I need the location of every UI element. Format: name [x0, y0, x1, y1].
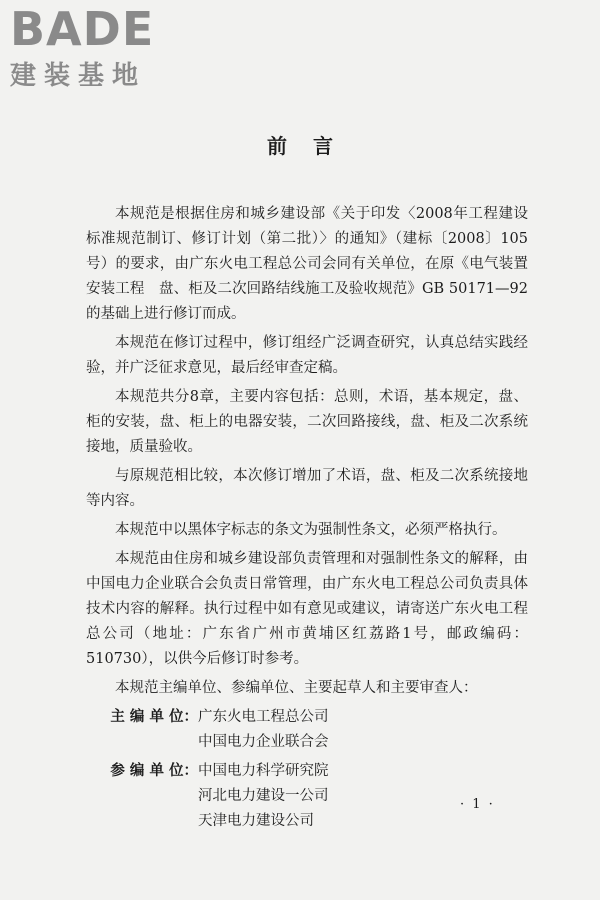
co-editor-label: 参 编 单 位：	[110, 763, 198, 779]
chief-editor-label: 主 编 单 位：	[110, 709, 198, 725]
paragraph-7: 本规范主编单位、参编单位、主要起草人和主要审查人：	[115, 680, 478, 696]
paragraph-2: 本规范在修订过程中，修订组经广泛调查研究，认真总结实践经验，并广泛征求意见，最后经审查定稿。	[86, 335, 528, 376]
document-body	[86, 202, 528, 834]
paragraph-3: 本规范共分8章，主要内容包括：总则，术语，基本规定，盘、柜的安装，盘、柜上的电器安装，二次回路接线，盘、柜及二次系统接地，质量验收。	[86, 389, 528, 455]
page-title: 前言	[267, 134, 359, 158]
paragraph-5: 本规范中以黑体字标志的条文为强制性条文，必须严格执行。	[115, 522, 507, 538]
page-number: · 1 ·	[460, 797, 495, 812]
brand-logo	[10, 4, 190, 92]
paragraph-6: 本规范由住房和城乡建设部负责管理和对强制性条文的解释，由中国电力企业联合会负责日常管理，由广东火电工程总公司负责具体技术内容的解释。执行过程中如有意见或建议，请寄送广东火电工程总公司（地址：广东省广州市黄埔区红荔路1号，邮政编码：510730），以供今后修订时参考。	[86, 551, 528, 667]
chief-editor-units	[86, 705, 528, 755]
co-editor-1: 中国电力科学研究院	[198, 763, 329, 779]
chief-editor-1: 广东火电工程总公司	[198, 709, 329, 725]
logo-subtitle: 建装基地	[10, 61, 147, 91]
co-editor-2: 河北电力建设一公司	[198, 788, 329, 804]
paragraph-4: 与原规范相比较，本次修订增加了术语，盘、柜及二次系统接地等内容。	[86, 468, 528, 509]
chief-editor-2: 中国电力企业联合会	[198, 734, 329, 750]
logo-brand-text: BADE	[10, 2, 155, 56]
co-editor-3: 天津电力建设公司	[198, 813, 314, 829]
paragraph-1: 本规范是根据住房和城乡建设部《关于印发〈2008年工程建设标准规范制订、修订计划（第二批）〉的通知》（建标〔2008〕105号）的要求，由广东火电工程总公司会同有关单位，在原《电气装置安装工程 盘、柜及二次回路结线施工及验收规范》GB 50171—92的基础上进行修订而成。	[86, 206, 528, 322]
